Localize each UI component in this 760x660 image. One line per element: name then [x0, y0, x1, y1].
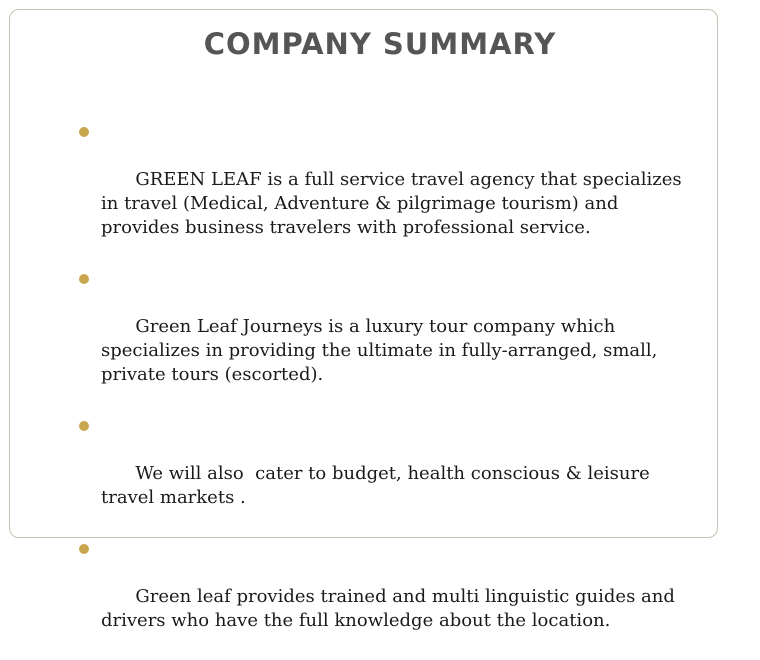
bullet-dot-icon: [79, 274, 89, 284]
bullet-text: We will also cater to budget, health conscious & leisure travel markets .: [101, 463, 656, 508]
bullet-item: [77, 537, 697, 657]
slide-title: COMPANY SUMMARY: [203, 27, 557, 61]
bullet-list: [77, 120, 697, 660]
bullet-dot-icon: [79, 544, 89, 554]
bullet-item: [77, 120, 697, 264]
bullet-text: GREEN LEAF is a full service travel agency that specializes in travel (Medical, Adventure & pilgrimage tourism) and provides business travelers with professional service.: [101, 169, 688, 238]
bullet-item: [77, 267, 697, 411]
bullet-text: Green leaf provides trained and multi linguistic guides and drivers who have the full knowledge about the location.: [101, 586, 681, 631]
bullet-text: Green Leaf Journeys is a luxury tour company which specializes in providing the ultimate in fully-arranged, small, private tours (escorted).: [101, 316, 664, 385]
bullet-item: [77, 414, 697, 534]
bullet-dot-icon: [79, 421, 89, 431]
bullet-dot-icon: [79, 127, 89, 137]
